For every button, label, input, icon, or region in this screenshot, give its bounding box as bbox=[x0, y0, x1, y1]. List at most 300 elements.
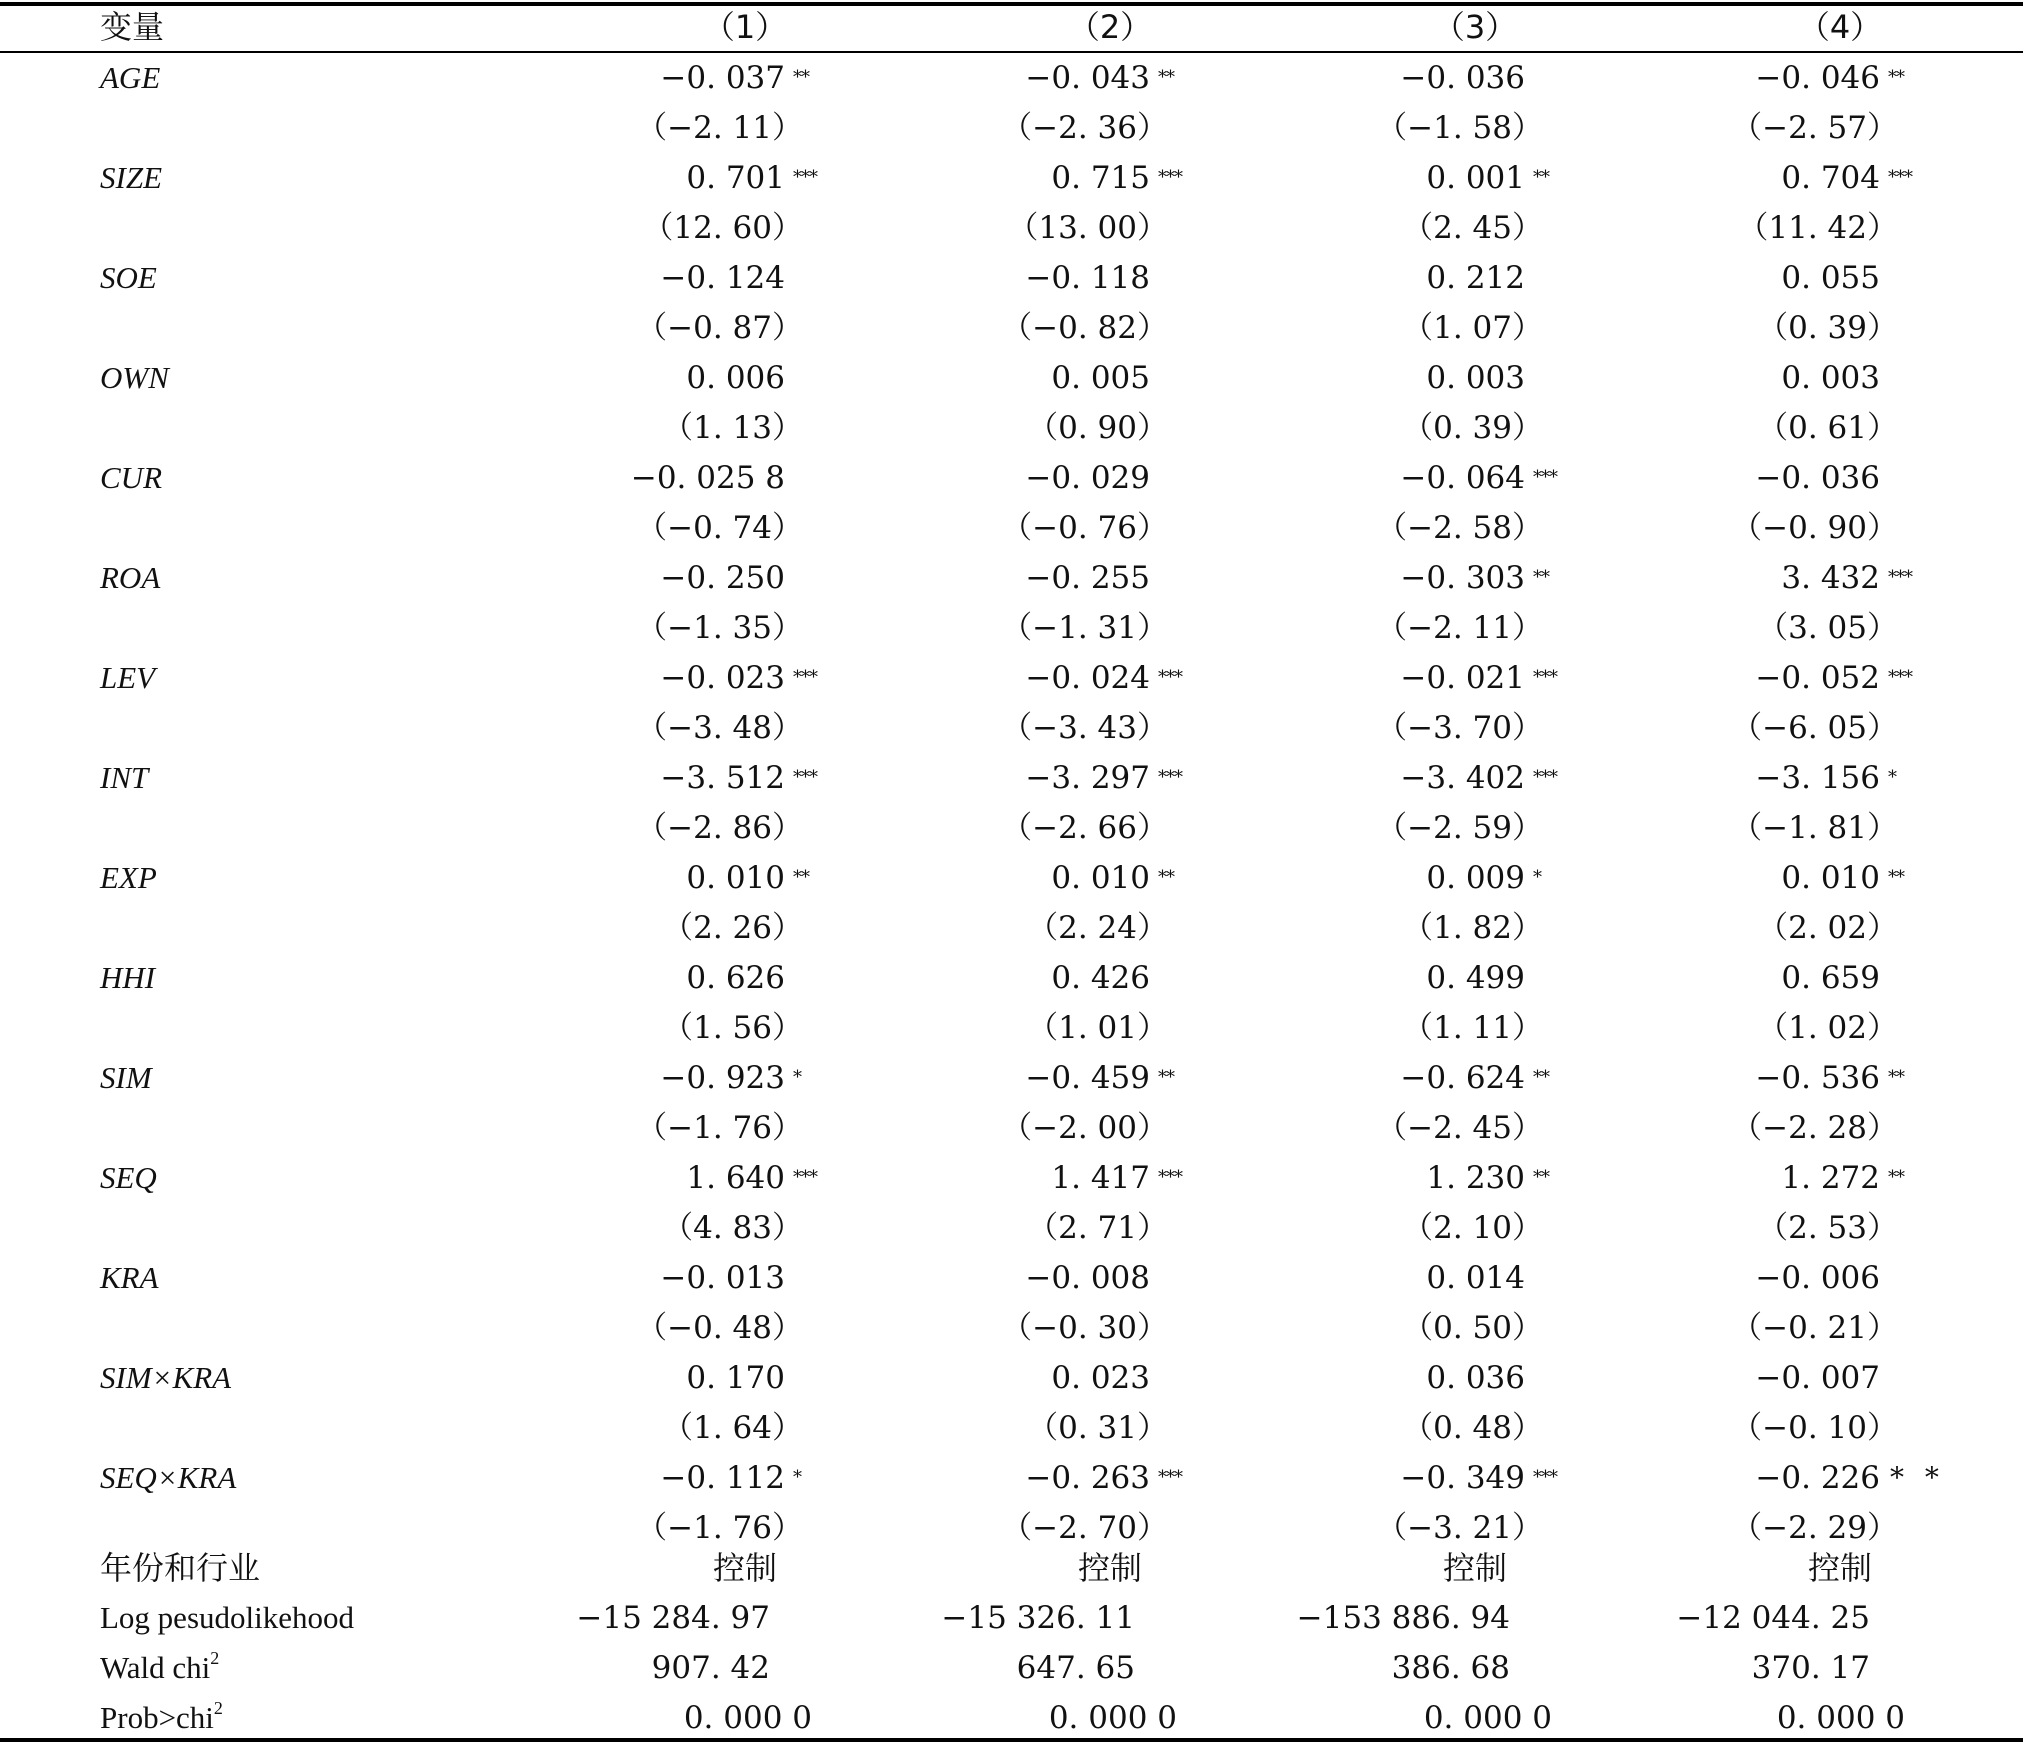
log-likelihood-value-4: −12 044. 25 bbox=[1676, 1600, 1870, 1636]
significance-stars bbox=[1884, 1153, 1904, 1203]
t-stat-value: （0. 90） bbox=[1027, 410, 1168, 446]
t-stat-value: （2. 26） bbox=[662, 910, 803, 946]
coefficient-cell bbox=[425, 553, 785, 603]
wald-value-1: 907. 42 bbox=[651, 1650, 770, 1686]
coefficient-value: 0. 499 bbox=[1426, 960, 1525, 996]
significance-stars-text: ** bbox=[1533, 1067, 1549, 1088]
t-stat-value: （−2. 28） bbox=[1731, 1110, 1898, 1146]
coefficient-cell bbox=[425, 353, 785, 403]
coefficient-value: 0. 023 bbox=[1051, 1360, 1150, 1396]
coefficient-cell bbox=[790, 53, 1150, 103]
coefficient-cell bbox=[1520, 1053, 1880, 1103]
header-row bbox=[0, 2, 2023, 52]
coefficient-value: −0. 064 bbox=[1400, 460, 1525, 496]
t-stat-value: （2. 45） bbox=[1402, 210, 1543, 246]
t-stat-value: （2. 71） bbox=[1027, 1210, 1168, 1246]
significance-stars-text: *** bbox=[1533, 467, 1557, 488]
coefficient-value: 0. 006 bbox=[686, 360, 785, 396]
controls-value-1: 控制 bbox=[712, 1549, 777, 1587]
variable-name: SEQ bbox=[100, 1160, 157, 1195]
coefficient-value: 0. 626 bbox=[686, 960, 785, 996]
significance-stars bbox=[1884, 453, 1888, 503]
coefficient-row bbox=[0, 653, 2023, 703]
significance-stars-text: *** bbox=[1158, 1467, 1182, 1488]
coefficient-value: 0. 659 bbox=[1781, 960, 1880, 996]
coefficient-value: 0. 010 bbox=[1051, 860, 1150, 896]
coefficient-cell bbox=[790, 153, 1150, 203]
coefficient-row bbox=[0, 1053, 2023, 1103]
t-stat-value: （1. 82） bbox=[1402, 910, 1543, 946]
t-stat-value: （0. 61） bbox=[1757, 410, 1898, 446]
significance-stars-text: * bbox=[793, 1467, 801, 1488]
t-stat-value: （−2. 57） bbox=[1731, 110, 1898, 146]
significance-stars-text: * bbox=[793, 1067, 801, 1088]
coefficient-cell bbox=[1165, 1353, 1525, 1403]
t-stat-value: （1. 11） bbox=[1402, 1010, 1543, 1046]
variable-name: CUR bbox=[100, 460, 162, 495]
wald-label bbox=[100, 1643, 219, 1693]
coefficient-cell bbox=[1520, 1353, 1880, 1403]
coefficient-cell bbox=[1165, 1453, 1525, 1503]
t-stat-value: （12. 60） bbox=[642, 210, 803, 246]
variable-name: LEV bbox=[100, 660, 156, 695]
t-stat-value: （−0. 87） bbox=[636, 310, 803, 346]
t-stat-row bbox=[0, 703, 2023, 753]
variable-name: KRA bbox=[100, 1260, 159, 1295]
coefficient-cell bbox=[1520, 1253, 1880, 1303]
coefficient-cell bbox=[1165, 253, 1525, 303]
significance-stars-text: ** bbox=[1533, 567, 1549, 588]
t-stat-row bbox=[0, 1403, 2023, 1453]
bottom-rule bbox=[0, 1738, 2023, 1742]
coefficient-cell bbox=[425, 153, 785, 203]
significance-stars-text: *** bbox=[1158, 667, 1182, 688]
coefficient-cell bbox=[790, 753, 1150, 803]
coefficient-cell bbox=[425, 1353, 785, 1403]
variable-name: SIM bbox=[100, 1060, 152, 1095]
t-stat-value: （−2. 86） bbox=[636, 810, 803, 846]
significance-stars-text: *** bbox=[1533, 767, 1557, 788]
significance-stars-text: *** bbox=[793, 167, 817, 188]
coefficient-row bbox=[0, 353, 2023, 403]
t-stat-value: （0. 39） bbox=[1402, 410, 1543, 446]
significance-stars-text: ** bbox=[1158, 1067, 1174, 1088]
significance-stars-text: ** bbox=[1888, 1167, 1904, 1188]
coefficient-cell bbox=[425, 453, 785, 503]
significance-stars bbox=[1884, 1053, 1904, 1103]
significance-stars bbox=[1884, 553, 1912, 603]
t-stat-row bbox=[0, 203, 2023, 253]
significance-stars bbox=[1884, 353, 1888, 403]
t-stat-value: （0. 50） bbox=[1402, 1310, 1543, 1346]
t-stat-value: （−0. 90） bbox=[1731, 510, 1898, 546]
coefficient-cell bbox=[1165, 953, 1525, 1003]
coefficient-cell bbox=[425, 53, 785, 103]
coefficient-value: 0. 009 bbox=[1426, 860, 1525, 896]
coefficient-cell bbox=[1520, 153, 1880, 203]
coefficient-value: −0. 459 bbox=[1025, 1060, 1150, 1096]
coefficient-row bbox=[0, 1253, 2023, 1303]
significance-stars-text: *** bbox=[1533, 1467, 1557, 1488]
t-stat-value: （1. 13） bbox=[662, 410, 803, 446]
coefficient-value: 0. 003 bbox=[1781, 360, 1880, 396]
coefficient-value: 0. 426 bbox=[1051, 960, 1150, 996]
coefficient-value: 0. 055 bbox=[1781, 260, 1880, 296]
coefficient-value: −0. 349 bbox=[1400, 1460, 1525, 1496]
t-stat-value: （−3. 43） bbox=[1001, 710, 1168, 746]
significance-stars-text: * bbox=[1533, 867, 1541, 888]
significance-stars-text: ** bbox=[1158, 67, 1174, 88]
t-stat-value: （3. 05） bbox=[1757, 610, 1898, 646]
prob-label-text: Prob>chi bbox=[100, 1700, 214, 1735]
coefficient-value: −0. 043 bbox=[1025, 60, 1150, 96]
significance-stars-text: ** bbox=[1158, 867, 1174, 888]
significance-stars bbox=[1884, 653, 1912, 703]
significance-stars-text: ** bbox=[793, 867, 809, 888]
coefficient-cell bbox=[1165, 853, 1525, 903]
coefficient-cell bbox=[1165, 153, 1525, 203]
coefficient-row bbox=[0, 1453, 2023, 1503]
t-stat-value: （−0. 21） bbox=[1731, 1310, 1898, 1346]
significance-stars-text: * bbox=[1888, 767, 1896, 788]
coefficient-cell bbox=[1165, 1153, 1525, 1203]
t-stat-row bbox=[0, 1203, 2023, 1253]
coefficient-cell bbox=[1165, 553, 1525, 603]
wald-value-3: 386. 68 bbox=[1391, 1650, 1510, 1686]
t-stat-value: （1. 64） bbox=[662, 1410, 803, 1446]
coefficient-value: −0. 118 bbox=[1025, 260, 1150, 296]
coefficient-cell bbox=[425, 253, 785, 303]
coefficient-cell bbox=[790, 853, 1150, 903]
coefficient-value: 1. 417 bbox=[1051, 1160, 1150, 1196]
column-header-4: （4） bbox=[1797, 8, 1883, 46]
coefficient-cell bbox=[1520, 753, 1880, 803]
t-stat-row bbox=[0, 503, 2023, 553]
t-stat-row bbox=[0, 303, 2023, 353]
coefficient-cell bbox=[1520, 653, 1880, 703]
t-stat-row bbox=[0, 103, 2023, 153]
t-stat-value: （1. 02） bbox=[1757, 1010, 1898, 1046]
coefficient-cell bbox=[790, 453, 1150, 503]
significance-stars bbox=[1154, 1353, 1158, 1403]
coefficient-cell bbox=[1520, 353, 1880, 403]
coefficient-value: −0. 624 bbox=[1400, 1060, 1525, 1096]
t-stat-row bbox=[0, 803, 2023, 853]
log-likelihood-value-1: −15 284. 97 bbox=[576, 1600, 770, 1636]
coefficient-value: −0. 024 bbox=[1025, 660, 1150, 696]
significance-stars-text: *** bbox=[1533, 667, 1557, 688]
coefficient-value: 0. 014 bbox=[1426, 1260, 1525, 1296]
coefficient-value: −0. 923 bbox=[660, 1060, 785, 1096]
coefficient-cell bbox=[790, 1053, 1150, 1103]
significance-stars-text: *** bbox=[1158, 167, 1182, 188]
t-stat-row bbox=[0, 1003, 2023, 1053]
prob-value-4: 0. 000 0 bbox=[1776, 1700, 1905, 1736]
coefficient-cell bbox=[790, 353, 1150, 403]
coefficient-value: −0. 226 bbox=[1755, 1460, 1880, 1496]
t-stat-row bbox=[0, 403, 2023, 453]
t-stat-value: （−1. 58） bbox=[1376, 110, 1543, 146]
coefficient-cell bbox=[790, 553, 1150, 603]
significance-stars bbox=[1884, 753, 1896, 803]
t-stat-value: （−2. 11） bbox=[1376, 610, 1543, 646]
significance-stars bbox=[1884, 153, 1912, 203]
t-stat-value: （−0. 76） bbox=[1001, 510, 1168, 546]
coefficient-value: −0. 008 bbox=[1025, 1260, 1150, 1296]
controls-value-2: 控制 bbox=[1077, 1549, 1142, 1587]
prob-label bbox=[100, 1693, 223, 1743]
coefficient-value: −3. 402 bbox=[1400, 760, 1525, 796]
t-stat-value: （0. 48） bbox=[1402, 1410, 1543, 1446]
t-stat-value: （−1. 76） bbox=[636, 1510, 803, 1546]
prob-value-2: 0. 000 0 bbox=[1048, 1700, 1177, 1736]
log-likelihood-row bbox=[0, 1593, 2023, 1643]
t-stat-value: （−2. 58） bbox=[1376, 510, 1543, 546]
t-stat-value: （13. 00） bbox=[1007, 210, 1168, 246]
prob-row bbox=[0, 1693, 2023, 1743]
variable-name: HHI bbox=[100, 960, 156, 995]
significance-stars bbox=[1884, 953, 1888, 1003]
coefficient-value: 0. 212 bbox=[1426, 260, 1525, 296]
coefficient-cell bbox=[1520, 1453, 1880, 1503]
significance-stars bbox=[1884, 853, 1904, 903]
t-stat-value: （−0. 10） bbox=[1731, 1410, 1898, 1446]
t-stat-value: （−6. 05） bbox=[1731, 710, 1898, 746]
log-likelihood-value-3: −153 886. 94 bbox=[1296, 1600, 1510, 1636]
coefficient-value: −0. 006 bbox=[1755, 1260, 1880, 1296]
t-stat-value: （−2. 45） bbox=[1376, 1110, 1543, 1146]
coefficient-cell bbox=[425, 953, 785, 1003]
coefficient-cell bbox=[1165, 53, 1525, 103]
coefficient-cell bbox=[1520, 53, 1880, 103]
significance-stars bbox=[1154, 253, 1158, 303]
coefficient-value: 0. 701 bbox=[686, 160, 785, 196]
t-stat-row bbox=[0, 1303, 2023, 1353]
t-stat-row bbox=[0, 1103, 2023, 1153]
variable-name: AGE bbox=[100, 60, 161, 95]
t-stat-value: （4. 83） bbox=[662, 1210, 803, 1246]
t-stat-value: （−2. 59） bbox=[1376, 810, 1543, 846]
variable-header: 变量 bbox=[100, 8, 165, 46]
controls-label: 年份和行业 bbox=[100, 1549, 261, 1587]
t-stat-row bbox=[0, 903, 2023, 953]
prob-value-1: 0. 000 0 bbox=[683, 1700, 812, 1736]
t-stat-value: （−2. 66） bbox=[1001, 810, 1168, 846]
coefficient-value: 0. 001 bbox=[1426, 160, 1525, 196]
wald-label-text: Wald chi bbox=[100, 1650, 211, 1685]
coefficient-value: 1. 640 bbox=[686, 1160, 785, 1196]
coefficient-cell bbox=[425, 1053, 785, 1103]
coefficient-cell bbox=[790, 253, 1150, 303]
coefficient-cell bbox=[790, 1153, 1150, 1203]
coefficient-cell bbox=[1520, 553, 1880, 603]
controls-value-4: 控制 bbox=[1807, 1549, 1872, 1587]
coefficient-cell bbox=[1165, 653, 1525, 703]
coefficient-value: 0. 170 bbox=[686, 1360, 785, 1396]
t-stat-value: （0. 31） bbox=[1027, 1410, 1168, 1446]
t-stat-value: （−1. 31） bbox=[1001, 610, 1168, 646]
coefficient-cell bbox=[1520, 253, 1880, 303]
coefficient-row bbox=[0, 853, 2023, 903]
coefficient-row bbox=[0, 53, 2023, 103]
coefficient-row bbox=[0, 253, 2023, 303]
t-stat-value: （−1. 81） bbox=[1731, 810, 1898, 846]
coefficient-row bbox=[0, 753, 2023, 803]
t-stat-value: （1. 07） bbox=[1402, 310, 1543, 346]
significance-stars bbox=[1884, 1453, 1888, 1503]
coefficient-value: −0. 124 bbox=[660, 260, 785, 296]
significance-stars-text: ** bbox=[1888, 867, 1904, 888]
coefficient-cell bbox=[425, 653, 785, 703]
coefficient-cell bbox=[1165, 353, 1525, 403]
t-stat-value: （1. 01） bbox=[1027, 1010, 1168, 1046]
coefficient-cell bbox=[790, 1453, 1150, 1503]
coefficient-value: 0. 704 bbox=[1781, 160, 1880, 196]
coefficient-row bbox=[0, 1153, 2023, 1203]
coefficient-value: 0. 003 bbox=[1426, 360, 1525, 396]
t-stat-value: （−0. 74） bbox=[636, 510, 803, 546]
significance-stars-text: *** bbox=[793, 1167, 817, 1188]
coefficient-cell bbox=[425, 753, 785, 803]
coefficient-cell bbox=[1165, 753, 1525, 803]
t-stat-value: （−2. 36） bbox=[1001, 110, 1168, 146]
t-stat-value: （−2. 11） bbox=[636, 110, 803, 146]
coefficient-cell bbox=[425, 853, 785, 903]
variable-name: INT bbox=[100, 760, 149, 795]
t-stat-value: （−0. 30） bbox=[1001, 1310, 1168, 1346]
prob-value-3: 0. 000 0 bbox=[1423, 1700, 1552, 1736]
column-header-2: （2） bbox=[1067, 8, 1153, 46]
coefficient-cell bbox=[790, 953, 1150, 1003]
significance-stars-text: ** bbox=[1888, 67, 1904, 88]
significance-stars-inline: * * bbox=[1890, 1461, 1945, 1494]
coefficient-cell bbox=[790, 653, 1150, 703]
significance-stars bbox=[1884, 53, 1904, 103]
t-stat-value: （−0. 48） bbox=[636, 1310, 803, 1346]
coefficient-value: 3. 432 bbox=[1781, 560, 1880, 596]
coefficient-cell bbox=[1520, 1153, 1880, 1203]
significance-stars bbox=[1884, 1253, 1888, 1303]
column-header-3: （3） bbox=[1432, 8, 1518, 46]
t-stat-value: （−2. 00） bbox=[1001, 1110, 1168, 1146]
wald-value-2: 647. 65 bbox=[1016, 1650, 1135, 1686]
controls-row bbox=[0, 1543, 2023, 1593]
coefficient-cell bbox=[425, 1453, 785, 1503]
coefficient-row bbox=[0, 153, 2023, 203]
significance-stars bbox=[1154, 353, 1158, 403]
column-header-1: （1） bbox=[702, 8, 788, 46]
coefficient-cell bbox=[1165, 453, 1525, 503]
t-stat-row bbox=[0, 603, 2023, 653]
coefficient-row bbox=[0, 453, 2023, 503]
variable-name: SOE bbox=[100, 260, 157, 295]
coefficient-value: −0. 036 bbox=[1755, 460, 1880, 496]
coefficient-row bbox=[0, 553, 2023, 603]
t-stat-value: （−3. 48） bbox=[636, 710, 803, 746]
coefficient-value: −0. 250 bbox=[660, 560, 785, 596]
significance-stars-text: *** bbox=[793, 667, 817, 688]
significance-stars-text: *** bbox=[1888, 667, 1912, 688]
significance-stars bbox=[1154, 953, 1158, 1003]
coefficient-value: 1. 272 bbox=[1781, 1160, 1880, 1196]
wald-row bbox=[0, 1643, 2023, 1693]
coefficient-value: 0. 005 bbox=[1051, 360, 1150, 396]
significance-stars bbox=[1884, 253, 1888, 303]
significance-stars-text: *** bbox=[1158, 1167, 1182, 1188]
significance-stars-text: *** bbox=[793, 767, 817, 788]
t-stat-value: （2. 53） bbox=[1757, 1210, 1898, 1246]
coefficient-cell bbox=[790, 1353, 1150, 1403]
coefficient-cell bbox=[1165, 1053, 1525, 1103]
coefficient-value: −0. 029 bbox=[1025, 460, 1150, 496]
coefficient-cell bbox=[425, 1153, 785, 1203]
coefficient-cell bbox=[1520, 853, 1880, 903]
significance-stars bbox=[1154, 1253, 1158, 1303]
coefficient-value: −3. 156 bbox=[1755, 760, 1880, 796]
coefficient-value: 0. 715 bbox=[1051, 160, 1150, 196]
significance-stars-text: *** bbox=[1888, 167, 1912, 188]
significance-stars-text: *** bbox=[1888, 567, 1912, 588]
coefficient-value: −0. 037 bbox=[660, 60, 785, 96]
variable-name: SIM×KRA bbox=[100, 1360, 232, 1395]
coefficient-value: −0. 263 bbox=[1025, 1460, 1150, 1496]
coefficient-cell bbox=[1520, 453, 1880, 503]
coefficient-value: −0. 052 bbox=[1755, 660, 1880, 696]
t-stat-value: （2. 02） bbox=[1757, 910, 1898, 946]
coefficient-value: −0. 536 bbox=[1755, 1060, 1880, 1096]
coefficient-value: −0. 255 bbox=[1025, 560, 1150, 596]
significance-stars bbox=[1884, 1353, 1888, 1403]
significance-stars-text: ** bbox=[1533, 1167, 1549, 1188]
coefficient-value: 0. 010 bbox=[686, 860, 785, 896]
t-stat-value: （2. 10） bbox=[1402, 1210, 1543, 1246]
wald-value-4: 370. 17 bbox=[1751, 1650, 1870, 1686]
variable-name: OWN bbox=[100, 360, 169, 395]
t-stat-value: （0. 39） bbox=[1757, 310, 1898, 346]
significance-stars bbox=[1154, 453, 1158, 503]
coefficient-value: 1. 230 bbox=[1426, 1160, 1525, 1196]
significance-stars-text: *** bbox=[1158, 767, 1182, 788]
coefficient-value: −0. 036 bbox=[1400, 60, 1525, 96]
coefficient-row bbox=[0, 1353, 2023, 1403]
t-stat-value: （−0. 82） bbox=[1001, 310, 1168, 346]
t-stat-value: （−2. 29） bbox=[1731, 1510, 1898, 1546]
coefficient-cell bbox=[790, 1253, 1150, 1303]
coefficient-value: −0. 007 bbox=[1755, 1360, 1880, 1396]
coefficient-value: 0. 036 bbox=[1426, 1360, 1525, 1396]
coefficient-value: −3. 512 bbox=[660, 760, 785, 796]
coefficient-row bbox=[0, 953, 2023, 1003]
coefficient-value: −0. 021 bbox=[1400, 660, 1525, 696]
coefficient-value: −0. 013 bbox=[660, 1260, 785, 1296]
coefficient-cell bbox=[1165, 1253, 1525, 1303]
significance-stars bbox=[1154, 553, 1158, 603]
t-stat-value: （2. 24） bbox=[1027, 910, 1168, 946]
coefficient-value: −0. 046 bbox=[1755, 60, 1880, 96]
variable-name: ROA bbox=[100, 560, 161, 595]
t-stat-value: （1. 56） bbox=[662, 1010, 803, 1046]
coefficient-value: 0. 010 bbox=[1781, 860, 1880, 896]
coefficient-cell bbox=[1520, 953, 1880, 1003]
variable-name: SIZE bbox=[100, 160, 162, 195]
significance-stars-text: ** bbox=[1888, 1067, 1904, 1088]
variable-name: EXP bbox=[100, 860, 157, 895]
controls-value-3: 控制 bbox=[1442, 1549, 1507, 1587]
coefficient-value: −3. 297 bbox=[1025, 760, 1150, 796]
coefficient-value: −0. 023 bbox=[660, 660, 785, 696]
t-stat-value: （−1. 35） bbox=[636, 610, 803, 646]
coefficient-cell bbox=[425, 1253, 785, 1303]
